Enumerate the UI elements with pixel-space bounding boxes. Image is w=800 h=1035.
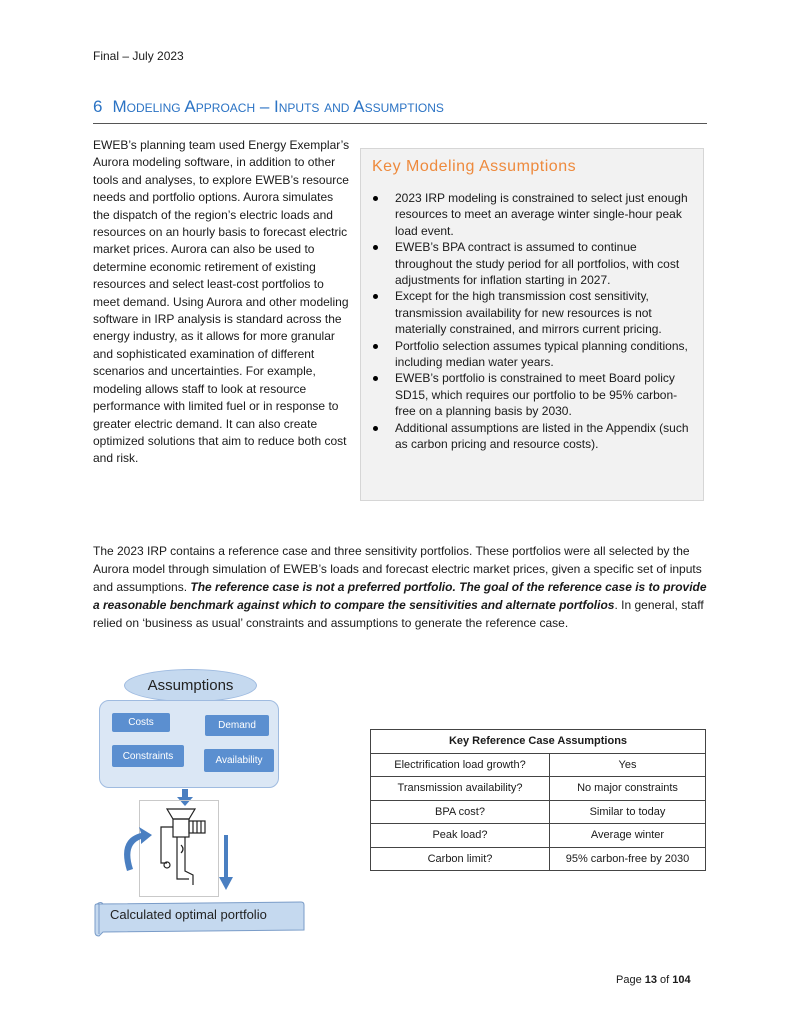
table-row [371,847,706,871]
constraints-tile: Constraints [112,745,184,767]
demand-tile: Demand [205,715,269,736]
table-row [371,824,706,848]
section-number: 6 [93,97,103,116]
section-title: Modeling Approach – Inputs and Assumptions [112,97,444,116]
page-number: 13 [644,974,657,986]
list-item: EWEB’s BPA contract is assumed to continue throughout the study period for all portfolios, with cost adjustments for inflation starting in 2027. [371,239,696,288]
page-total: 104 [672,974,691,986]
emphasis-text: The reference case is not a preferred portfolio. The goal of the reference case is to provide a reasonable benchmark against which to compare the sensitivities and alternate portfolios [93,580,707,612]
reference-case-paragraph: The 2023 IRP contains a reference case and three sensitivity portfolios. These portfolios were all selected by the Aurora model through simulation of EWEB’s loads and forecast electric market prices, given a specific set of inputs and assumptions. The reference case is not a preferred portfolio. The goal of the reference case is to provide a reasonable benchmark against which to compare the sensitivities and alternate portfolios. In general, staff relied on ‘business as usual’ constraints and assumptions to generate the reference case. [93,544,707,630]
table-row [371,800,706,824]
list-item: Additional assumptions are listed in the Appendix (such as carbon pricing and resource costs). [371,420,696,453]
key-assumptions-list [371,190,696,453]
table-header-row [371,730,706,754]
bullet-icon [373,196,378,201]
bullet-icon [373,376,378,381]
availability-tile: Availability [204,749,274,772]
table-row [371,777,706,801]
bullet-icon [373,426,378,431]
table-title: Key Reference Case Assumptions [371,730,706,754]
curved-arrow-icon [119,825,153,873]
section-heading [93,97,707,124]
table-row [371,753,706,777]
running-header: Final – July 2023 [93,49,184,63]
output-arrow-icon [218,835,234,891]
table-cell-question: Carbon limit? [371,847,550,871]
list-item: Portfolio selection assumes typical planning conditions, including median water years. [371,338,696,371]
reference-case-table [370,729,706,871]
bullet-icon [373,294,378,299]
table-cell-question: Peak load? [371,824,550,848]
output-scroll [93,898,303,936]
assumptions-oval: Assumptions [124,669,257,702]
costs-tile: Costs [112,713,170,732]
list-item: 2023 IRP modeling is constrained to select just enough resources to meet an average winter single-hour peak load event. [371,190,696,239]
bullet-icon [373,245,378,250]
output-label: Calculated optimal portfolio [110,907,267,922]
list-item: Except for the high transmission cost sensitivity, transmission availability for new resources is not materially constrained, and mirrors current pricing. [371,288,696,337]
table-cell-question: Transmission availability? [371,777,550,801]
table-cell-answer: Yes [550,753,706,777]
list-item: EWEB’s portfolio is constrained to meet Board policy SD15, which requires our portfolio to be 95% carbon-free on a planning basis by 2030. [371,370,696,419]
key-assumptions-title: Key Modeling Assumptions [372,158,577,175]
key-assumptions-box [360,148,704,501]
intro-paragraph: EWEB’s planning team used Energy Exemplar’s Aurora modeling software, in addition to other tools and analyses, to explore EWEB’s resource needs and portfolio options. Aurora simulates the dispatch of the region’s electric loads and resources on an hourly basis to forecast electric market prices. Aurora can also be used to determine economic retirement of existing resources and select least-cost portfolios to meet demand. Using Aurora and other modeling software in IRP analysis is standard across the energy industry, as it allows for more granular and sophisticated examination of different scenarios and uncertainties. For example, modeling allows staff to look at resource performance with limited fuel or in response to greater electric demand. It can also create optimized solutions that aim to reduce both cost and risk. [93,138,350,466]
table-cell-question: BPA cost? [371,800,550,824]
table-cell-question: Electrification load growth? [371,753,550,777]
meat-grinder-icon [155,805,215,890]
bullet-icon [373,344,378,349]
table-cell-answer: 95% carbon-free by 2030 [550,847,706,871]
table-cell-answer: Similar to today [550,800,706,824]
page-footer: Page 13 of 104 [616,974,691,986]
assumptions-panel [99,700,279,788]
assumptions-diagram [93,665,308,940]
table-cell-answer: No major constraints [550,777,706,801]
table-cell-answer: Average winter [550,824,706,848]
